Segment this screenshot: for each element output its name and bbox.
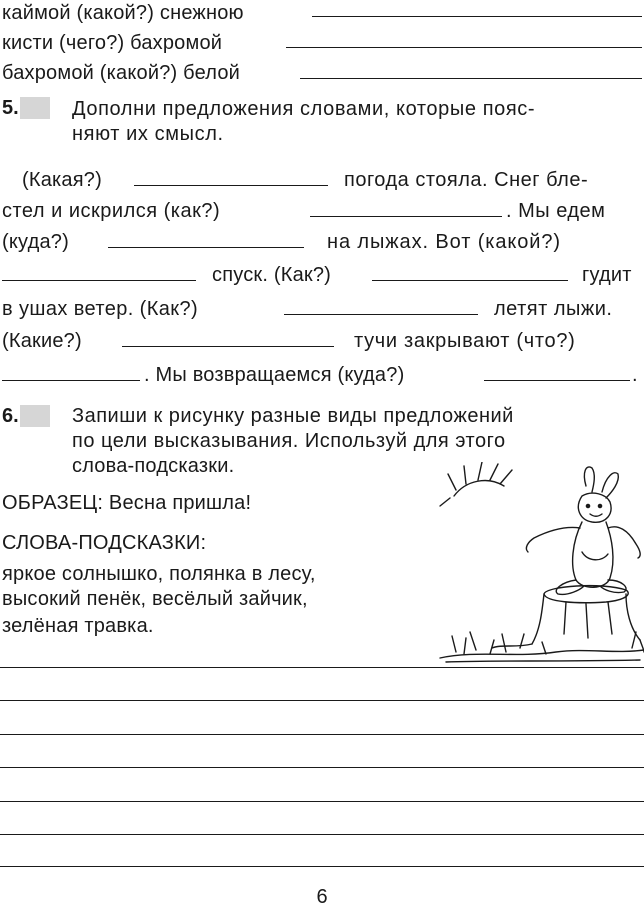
writing-line[interactable] (0, 834, 644, 835)
task-5-line-4 (0, 262, 644, 288)
task-5-instruction-text: Дополни предложения словами, которые пояс- (72, 98, 536, 120)
task-5-line-2 (0, 198, 644, 224)
top-line-1-text: каймой (какой?) снежною (2, 2, 244, 24)
task-5-instruction-2 (0, 121, 644, 147)
top-line-2 (0, 30, 644, 56)
task-5-instruction-1 (0, 96, 644, 122)
answer-blank[interactable] (2, 280, 196, 281)
top-line-3 (0, 60, 644, 86)
sentence-fragment: стел и искрился (как?) (2, 200, 221, 222)
task-5-number: 5. (2, 97, 19, 119)
sentence-fragment: (Какие?) (2, 330, 82, 352)
rabbit-on-stump-illustration (436, 462, 644, 664)
sentence-fragment: (куда?) (2, 231, 69, 253)
hint-words: высокий пенёк, весёлый зайчик, (2, 588, 308, 610)
answer-blank[interactable] (108, 247, 304, 248)
sentence-fragment: . (632, 364, 638, 386)
sentence-fragment: спуск. (Как?) (212, 264, 332, 286)
task-6-instruction-2 (0, 428, 644, 454)
answer-blank[interactable] (372, 280, 568, 281)
top-line-1 (0, 0, 644, 26)
sentence-fragment: . Мы возвращаемся (куда?) (144, 364, 405, 386)
task-6-number: 6. (2, 405, 19, 427)
sentence-fragment: на лыжах. Вот (какой?) (327, 231, 561, 253)
answer-blank[interactable] (122, 346, 334, 347)
answer-blank[interactable] (312, 16, 642, 17)
answer-blank[interactable] (284, 314, 478, 315)
answer-blank[interactable] (484, 380, 630, 381)
writing-line[interactable] (0, 767, 644, 768)
sentence-fragment: погода стояла. Снег бле- (344, 169, 589, 191)
answer-blank[interactable] (300, 78, 642, 79)
answer-blank[interactable] (134, 185, 328, 186)
sentence-fragment: . Мы едем (506, 200, 606, 222)
task-6-instruction-text: по цели высказывания. Используй для этого (72, 430, 506, 452)
task-5-line-1 (0, 167, 644, 193)
sentence-fragment: тучи закрывают (что?) (354, 330, 576, 352)
writing-line[interactable] (0, 801, 644, 802)
answer-blank[interactable] (2, 380, 140, 381)
writing-line[interactable] (0, 866, 644, 867)
writing-line[interactable] (0, 734, 644, 735)
sample-label: ОБРАЗЕЦ: Весна пришла! (2, 492, 252, 514)
task-6-instruction-1 (0, 403, 644, 429)
sentence-fragment: в ушах ветер. (Как?) (2, 298, 199, 320)
task-5-line-3 (0, 229, 644, 255)
page-number: 6 (316, 886, 328, 908)
answer-blank[interactable] (286, 47, 642, 48)
top-line-2-text: кисти (чего?) бахромой (2, 32, 223, 54)
hint-words: зелёная травка. (2, 615, 154, 637)
sentence-fragment: гудит (582, 264, 632, 286)
answer-blank[interactable] (310, 216, 502, 217)
writing-line[interactable] (0, 700, 644, 701)
sentence-fragment: летят лыжи. (494, 298, 613, 320)
writing-line[interactable] (0, 667, 644, 668)
task-6-instruction-text: слова-подсказки. (72, 455, 235, 477)
task-5-instruction-text: няют их смысл. (72, 123, 224, 145)
task-5-line-5 (0, 296, 644, 322)
task-5-line-6 (0, 328, 644, 354)
task-6-instruction-text: Запиши к рисунку разные виды предложений (72, 405, 514, 427)
top-line-3-text: бахромой (какой?) белой (2, 62, 241, 84)
hint-words: яркое солнышко, полянка в лесу, (2, 563, 316, 585)
task-5-line-7 (0, 362, 644, 388)
sentence-fragment: (Какая?) (22, 169, 102, 191)
hints-title: СЛОВА-ПОДСКАЗКИ: (2, 532, 207, 554)
